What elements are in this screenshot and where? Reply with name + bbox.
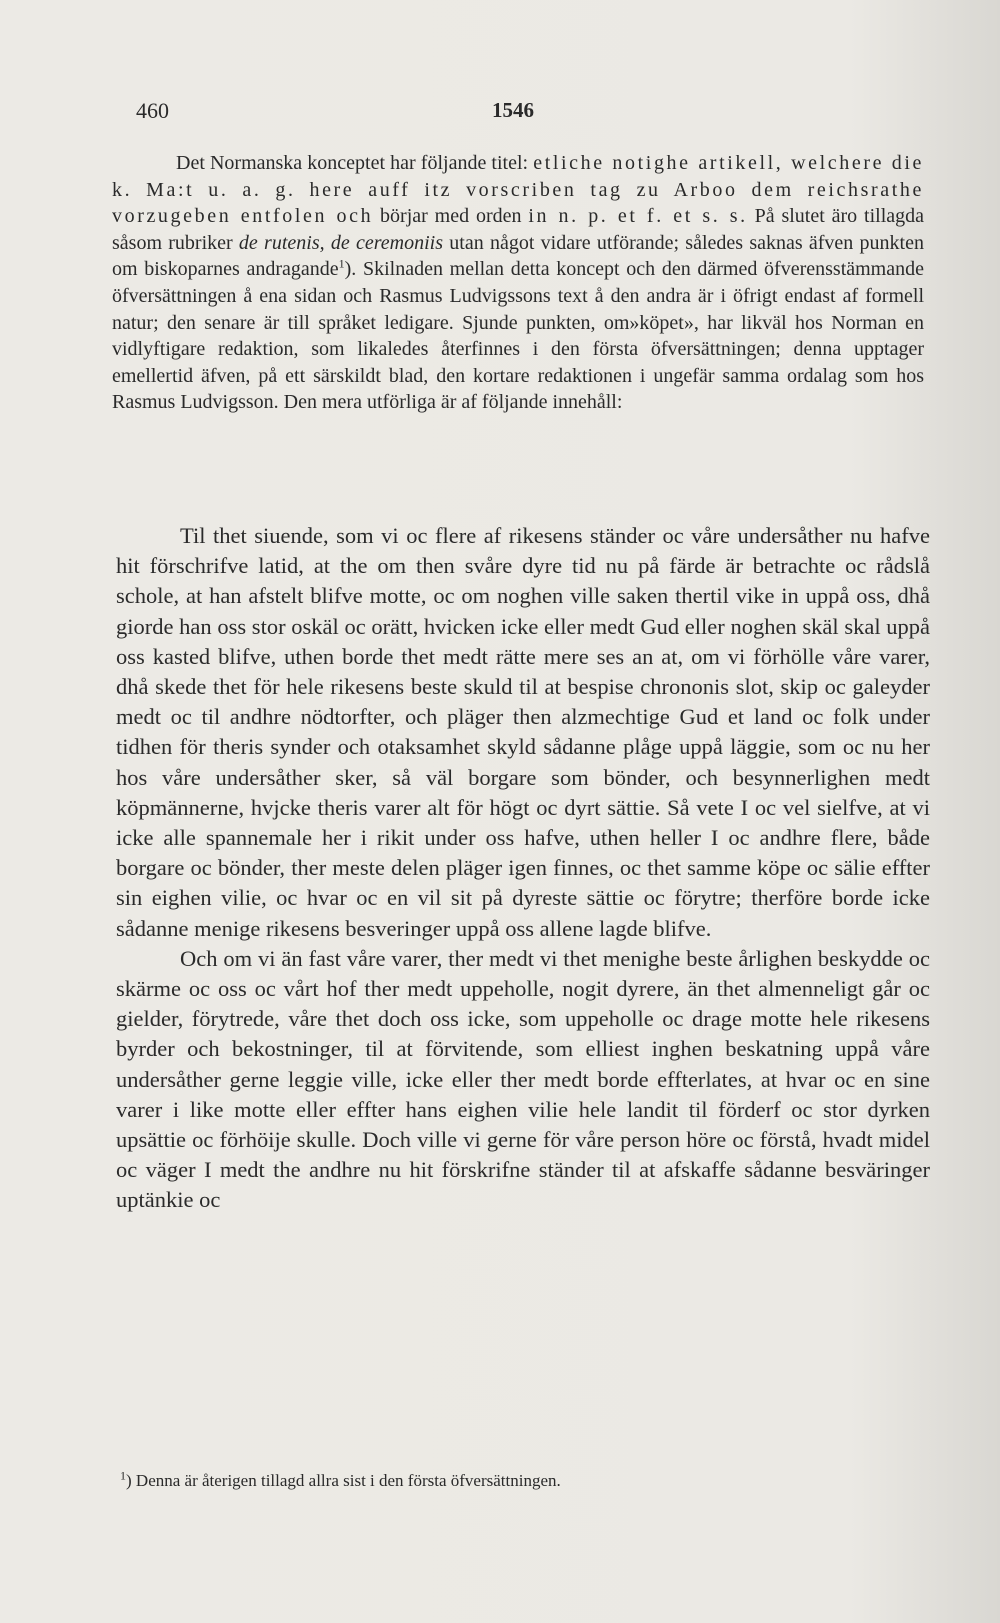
intro-text: börjar med orden (373, 205, 529, 228)
footnote-text: ) Denna är återigen tillagd allra sist i den första öfversättningen. (126, 1471, 561, 1490)
latin-opening-text: in n. p. et f. et s. s. (528, 205, 748, 228)
intro-text: Det Normanska konceptet har följande titel: (176, 152, 534, 174)
footnote-reference: 1 (338, 256, 345, 271)
body-paragraph-1: Til thet siuende, som vi oc flere af rikesens ständer oc våre undersåther nu hafve hit förschrifve latid, at the om then svåre dyre tid nu på färde är betrachte oc rådslå schole, at han afstelt blifve motte, oc om noghen ville saken thertil vike in uppå oss, dhå giorde han oss stor oskäl oc orätt, hvicken icke eller medt Gud eller noghen skäl skal uppå oss kasted blifve, uthen borde thet medt rätte mere ses an at, om vi förhölle våre varer, dhå skede thet för hele rikesens beste skuld til at bespise chrononis slot, skip oc galeyder medt oc til andhre nödtorfter, och pläger then alzmechtige Gud et land oc folk under tidhen för theris synder och otaksamhet skyld sådanne plåge uppå läggie, som oc nu her hos våre undersåther sker, så väl borgare som bönder, och besynnerlighen medt köpmännerne, hvjcke theris varer alt för högt oc dyrt sättie. Så vete I oc vel sielfve, at vi icke alle spannemale her i rikit under oss hafve, uthen heller I oc andhre flere, både borgare oc bönder, ther meste delen pläger igen finnes, oc thet samme köpe oc sälie effter sin eighen vilie, oc hvar oc en vil sit på dyreste sättie oc förytre; therföre borde icke sådanne menige rikesens besveringer uppå oss allene lagde blifve. (116, 523, 930, 941)
intro-text: utan något vidare utförande; således saknas äfven punkten om biskoparnes andragande (112, 231, 924, 281)
editorial-introduction (112, 150, 924, 416)
footnote (120, 1470, 920, 1492)
page-number: 460 (136, 98, 169, 123)
body-paragraph-2: Och om vi än fast våre varer, ther medt vi thet menighe beste årlighen beskydde oc skärme oc oss oc vårt hof ther medt uppeholle, nogit dyrere, än thet almenneligt går oc gielder, förytrede, våre thet doch oss icke, som uppeholle oc drage motte hele rikesens byrder och bekostninger, til at förvitende, som elliest inghen beskatning uppå våre undersåther gerne leggie ville, icke eller ther medt borde effterlates, at hvar oc en sine varer i like motte eller effter hans eighen vilie hele landit til förderf oc stor dyrken upsättie oc förhöije skulle. Doch ville vi gerne för våre person höre oc förstå, hvadt midel oc väger I medt the andhre nu hit förskrifne ständer til at afskaffe sådanne besväringer uptänkie oc (116, 945, 930, 1213)
year-heading: 1546 (492, 98, 534, 122)
page-header (0, 98, 1000, 128)
intro-paragraph (112, 150, 924, 416)
document-body (116, 521, 930, 1216)
rubric-italic-text: de rutenis, de ceremoniis (238, 231, 444, 254)
intro-text: ). Skilnaden mellan detta koncept och den därmed öfverensstämmande öfversättningen å ena sidan och Rasmus Ludvigssons text å den andra är i öfrigt endast af formell natur; den senare är till språket ledigare. Sjunde punkten, om»köpet», har likväl hos Norman en vidlyftigare redaktion, som likaledes återfinnes i den första öfversättningen; denna upptager emellertid äfven, på ett särskildt blad, den kortare redaktionen i ungefär samma ordalag som hos Rasmus Ludvigsson. Den mera utförliga är af följande innehåll: (112, 258, 924, 414)
footnote-marker: 1 (120, 1468, 126, 1483)
intro-text: På slutet äro tillagda såsom rubriker (112, 205, 924, 254)
german-title-text: etliche notighe artikell, welchere die k. Ma:t u. a. g. here auff itz vorscriben tag zu Arboo dem reichsrathe vorzugeben entfolen och (112, 152, 924, 228)
